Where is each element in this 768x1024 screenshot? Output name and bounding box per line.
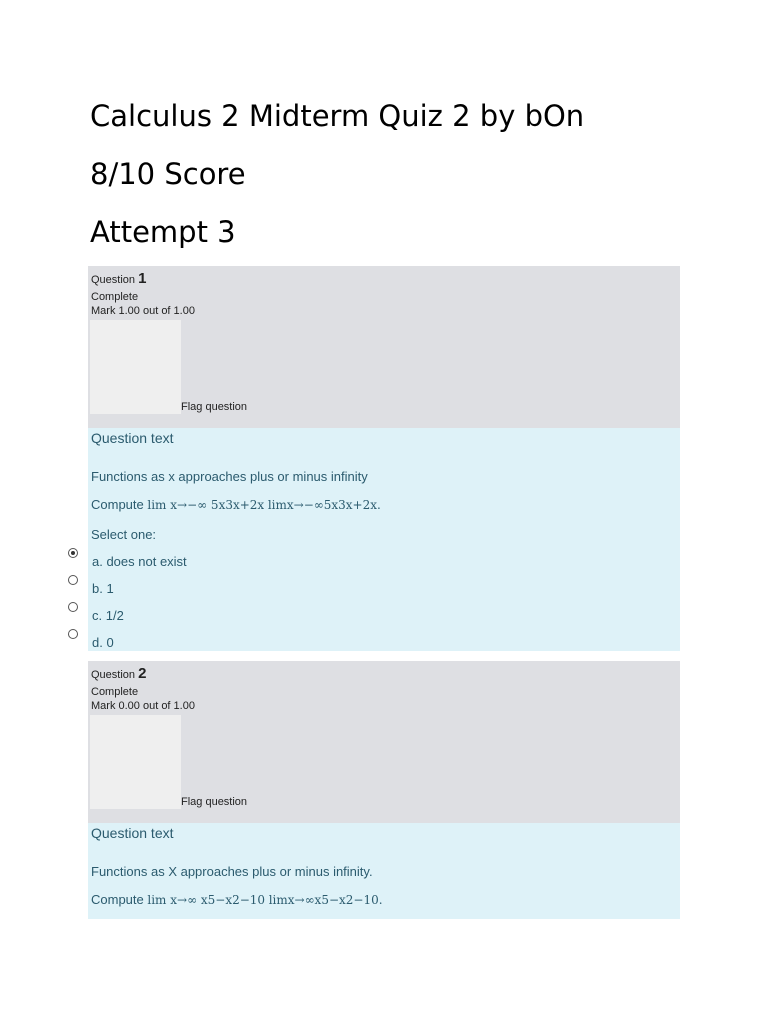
question-text-label: Question text [91, 825, 174, 841]
flag-question-link[interactable]: Flag question [181, 401, 248, 413]
question-topic: Functions as X approaches plus or minus infinity. [91, 864, 373, 879]
question-1-number [91, 270, 146, 287]
question-2-content [88, 823, 680, 919]
compute-expression: lim x→∞ x5−x2−10 [147, 893, 266, 907]
compute-expression-alt: limx→−∞5x3x+2x. [267, 498, 381, 512]
radio-cell-d [64, 625, 88, 651]
radio-option-b[interactable] [68, 575, 78, 585]
answer-option-b[interactable]: b. 1 [92, 581, 114, 596]
select-one-label: Select one: [91, 527, 157, 542]
question-1-info [88, 266, 680, 428]
question-number: 1 [138, 270, 147, 287]
question-label: Question [91, 274, 136, 286]
compute-prefix: Compute [91, 497, 144, 512]
question-label: Question [91, 669, 136, 681]
question-2-number [91, 665, 146, 682]
compute-prefix: Compute [91, 892, 144, 907]
question-2-grade: Mark 0.00 out of 1.00 [91, 700, 195, 712]
radio-cell-a [64, 544, 88, 570]
question-compute [91, 497, 381, 512]
radio-option-d[interactable] [68, 629, 78, 639]
radio-cell-c [64, 598, 88, 624]
answer-option-c[interactable]: c. 1/2 [92, 608, 124, 623]
question-compute [91, 892, 383, 907]
question-1-grade: Mark 1.00 out of 1.00 [91, 305, 195, 317]
radio-cell-b [64, 571, 88, 597]
question-1-state: Complete [91, 291, 139, 303]
radio-option-c[interactable] [68, 602, 78, 612]
quiz-attempt: Attempt 3 [90, 215, 236, 249]
compute-expression-alt: limx→∞x5−x2−10. [268, 893, 383, 907]
answer-option-a[interactable]: a. does not exist [92, 554, 187, 569]
question-2-info [88, 661, 680, 823]
compute-expression: lim x→−∞ 5x3x+2x [147, 498, 265, 512]
answer-option-d[interactable]: d. 0 [92, 635, 114, 650]
question-1-content [88, 428, 680, 651]
radio-option-a[interactable] [68, 548, 78, 558]
flag-icon[interactable] [90, 320, 181, 414]
question-number: 2 [138, 665, 147, 682]
question-topic: Functions as x approaches plus or minus infinity [91, 469, 368, 484]
flag-question-link[interactable]: Flag question [181, 796, 248, 808]
question-2-state: Complete [91, 686, 139, 698]
flag-icon[interactable] [90, 715, 181, 809]
quiz-score: 8/10 Score [90, 157, 246, 191]
quiz-title: Calculus 2 Midterm Quiz 2 by bOn [90, 99, 585, 133]
question-text-label: Question text [91, 430, 174, 446]
